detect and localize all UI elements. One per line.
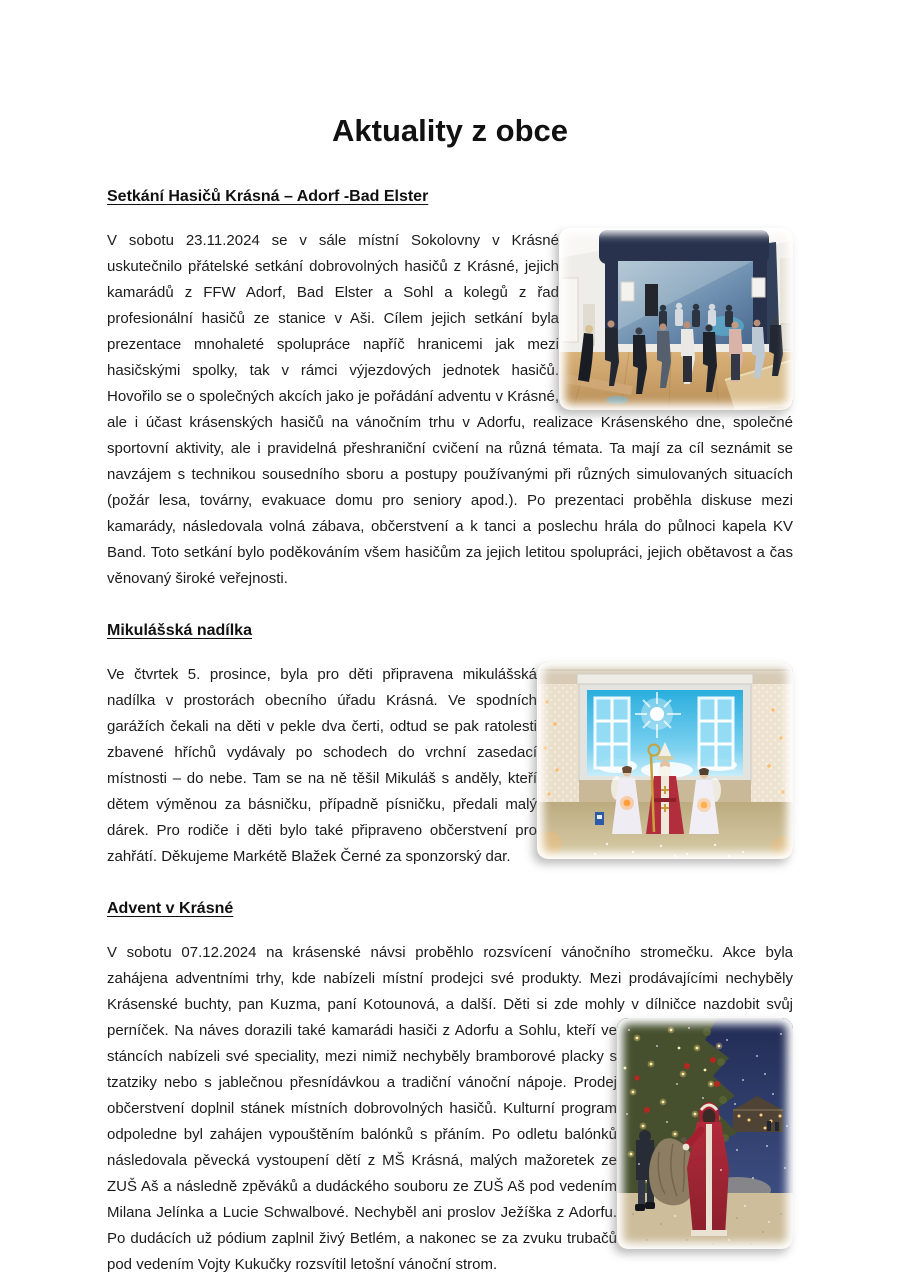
section-heading-setkani-hasicu: Setkání Hasičů Krásná – Adorf -Bad Elster [107, 187, 429, 205]
section-body-advent-intro: V sobotu 07.12.2024 na krásenské návsi proběhlo rozsvícení vánočního stromečku. Akce byla zahájena adventními trhy, kde nabízeli místní prodejci své produkty. Mezi prodávajícími nechyběly Krásenské buchty, pan Kuzma, paní Kotounová, a další. Děti si zde mohly v dílničce nazdobit svůj [107, 943, 793, 1013]
section-heading-mikulasska-nadilka: Mikulášská nadílka [107, 621, 252, 639]
section-body-advent-wrap: perníček. Na náves dorazili také kamarádi hasiči z Adorfu a Sohlu, kteří ve stáncích nabízeli své speciality, mezi nimiž nechyběly bramborové placky s tzatziky nebo s jablečnou přesnídávkou a tradiční vánoční nápoje. Prodej občerstvení doplnil stánek místních dobrovolných hasičů. Kulturní program odpoledne byl zahájen vypouštěním balónků s přáním. Po odletu balónků následovala pěvecká vystoupení dětí z MŠ Krásná, malých mažoretek ze ZUŠ Aš a následně zpěváků a dudáckého souboru ze ZUŠ Aš pod vedením Milana Jelínka a Lucie Schwalbové. Nechyběl ani proslov Ježíška z Adorfu. Po dudácích už pódium zaplnil živý Betlém, a nakonec se za zvuku trubačů pod vedením Vojty Kukučky rozsvítil letošní vánoční strom. [107, 1021, 617, 1273]
section-advent-v-krasne [107, 899, 793, 1273]
section-mikulasska-nadilka [107, 621, 793, 870]
photo-mikulas-andele [537, 662, 793, 859]
photo-vanocni-strom-jezisek [617, 1018, 793, 1249]
section-setkani-hasicu [107, 187, 793, 592]
section-body-setkani-hasicu: V sobotu 23.11.2024 se v sále místní Sokolovny v Krásné uskutečnilo přátelské setkání dobrovolných hasičů z Krásné, jejich kamarádů z FFW Adorf, Bad Elster a Sohl a kolegů z řad profesionální hasičů ze stanice v Aši. Cílem jejich setkání byla prezentace mnohaleté spolupráce napříč hranicemi jak mezi hasičskými spolky, tak v rámci výjezdových jednotek hasičů. Hovořilo se o společných akcích jako je pořádání adventu v Krásné, ale i účast krásenských hasičů na vánočním trhu v Adorfu, realizace Krásenského dne, společné sportovní aktivity, ale i pravidelná přeshraniční cvičení na různá témata. Ta mají za cíl seznámit se navzájem s technikou sousedního sboru a postupy používanými při různých simulovaných situacích (požár lesa, továrny, evakuace domu pro seniory apod.). Po prezentaci proběhla diskuse mezi kamarády, následovala volná zábava, občerstvení a k tanci a poslechu hrála do půlnoci kapela KV Band. Toto setkání bylo poděkováním všem hasičům za jejich letitou spolupráci, jejich obětavost a čas věnovaný široké veřejnosti. [107, 231, 793, 587]
section-body-mikulasska-nadilka: Ve čtvrtek 5. prosince, byla pro děti připravena mikulášská nadílka v prostorách obecního úřadu Krásná. Ve spodních garážích čekali na děti v pekle dva čerti, odtud se pak ratolesti zbavené hříchů vydávaly po schodech do vrchní zasedací místnosti – do nebe. Tam se na ně těšil Mikuláš s anděly, kteří dětem výměnou za básničku, případně písničku, předali malý dárek. Pro rodiče i děti bylo také připraveno občerstvení pro zahřátí. Děkujeme Markétě Blažek Černé za sponzorský dar. [107, 665, 537, 865]
photo-sokolovna-dance [559, 228, 793, 410]
section-heading-advent-v-krasne: Advent v Krásné [107, 899, 234, 917]
page-title: Aktuality z obce [332, 113, 568, 148]
